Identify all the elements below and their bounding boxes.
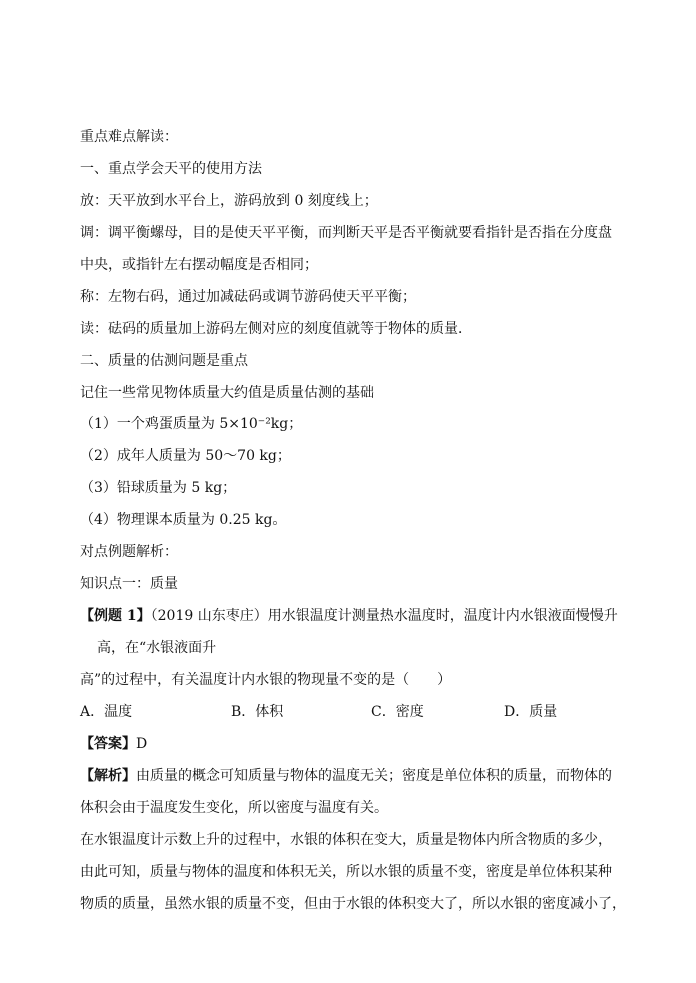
example-1 [80,607,618,625]
example-label: 【例题 1】 [80,608,151,624]
estimation-item-2: （2）成年人质量为 50～70 kg； [80,448,291,464]
step-adjust: 调：调平衡螺母，目的是使天平平衡，而判断天平是否平衡就要看指针是否指在分度盘 [80,225,612,241]
analysis-label: 【解析】 [80,768,136,784]
analysis-line-2: 体积会由于温度发生变化，所以密度与温度有关。 [80,800,388,816]
knowledge-point-1: 知识点一：质量 [80,576,178,592]
analysis-line-3: 在水银温度计示数上升的过程中，水银的体积在变大，质量是物体内所含物质的多少， [80,832,612,848]
heading-examples: 对点例题解析： [80,544,178,560]
example-text-line3: 高”的过程中，有关温度计内水银的物现量不变的是（ ） [80,672,452,688]
option-d: D．质量 [504,704,558,720]
analysis-line-1 [80,767,612,785]
option-c: C．密度 [371,704,424,720]
analysis-line-4: 由此可知，质量与物体的温度和体积无关，所以水银的质量不变，密度是单位体积某种 [80,864,612,880]
example-text-line2: 高，在“水银液面升 [97,640,217,656]
analysis-text-1: 由质量的概念可知质量与物体的温度无关；密度是单位体积的质量，而物体的 [136,768,612,784]
estimation-item-3: （3）铅球质量为 5 kg； [80,480,237,496]
heading-key-points: 重点难点解读： [80,129,178,145]
answer-label: 【答案】 [80,736,136,752]
estimation-item-4: （4）物理课本质量为 0.25 kg。 [80,512,287,528]
option-b: B．体积 [231,704,284,720]
answer [80,735,147,753]
analysis-line-5: 物质的质量，虽然水银的质量不变，但由于水银的体积变大了，所以水银的密度减小了， [80,896,626,912]
step-read: 读：砝码的质量加上游码左侧对应的刻度值就等于物体的质量． [80,321,472,337]
estimation-item-1: （1）一个鸡蛋质量为 5×10⁻²kg； [80,416,303,432]
example-text: （2019 山东枣庄）用水银温度计测量热水温度时，温度计内水银液面慢慢升 [150,608,618,624]
step-weigh: 称：左物右码，通过加减砝码或调节游码使天平平衡； [80,289,416,305]
step-adjust-cont: 中央，或指针左右摆动幅度是否相同； [80,257,318,273]
option-a: A．温度 [80,704,133,720]
step-place: 放：天平放到水平台上，游码放到 0 刻度线上； [80,193,378,209]
estimation-intro: 记住一些常见物体质量大约值是质量估测的基础 [80,385,374,401]
answer-value: D [136,736,148,752]
section-heading-estimation: 二、质量的估测问题是重点 [80,353,248,369]
section-heading-balance: 一、重点学会天平的使用方法 [80,161,262,177]
